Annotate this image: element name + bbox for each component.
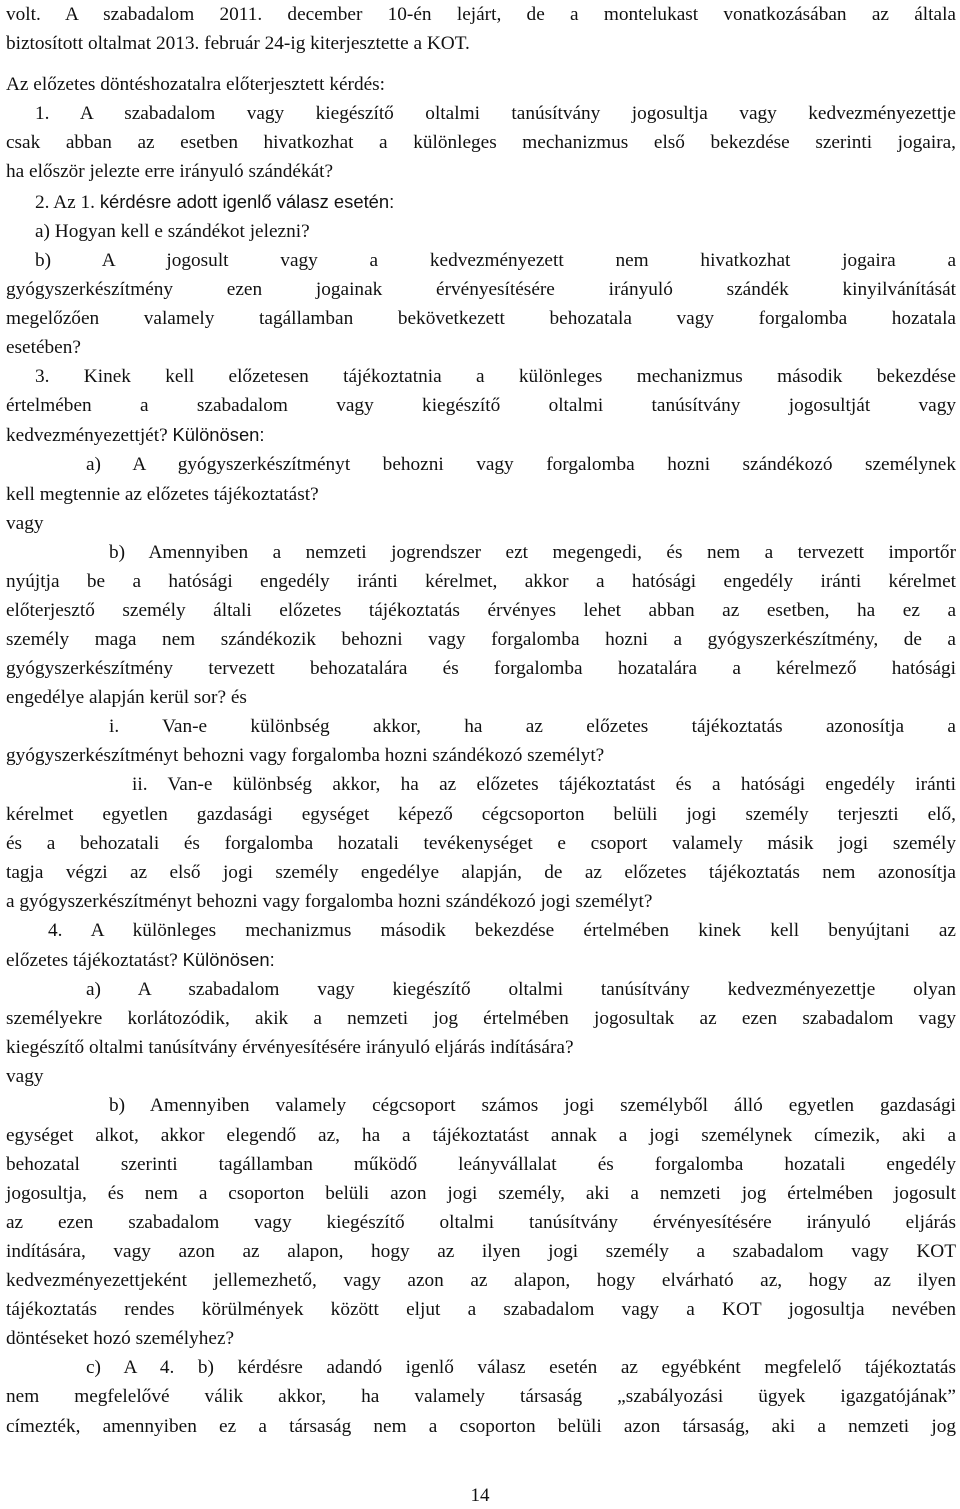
question-3b-line-4: személy maga nem szándékozik behozni vagy forgalomba hozni a gyógyszerkészítmény, de a bbox=[6, 628, 956, 650]
question-1-line-1: 1. A szabadalom vagy kiegészítő oltalmi tanúsítvány jogosultja vagy kedvezményezettje bbox=[35, 103, 956, 125]
question-4-line-2 bbox=[6, 945, 956, 975]
question-2b-line-4: esetében? bbox=[6, 337, 81, 359]
question-3b-ii-line-2: kérelmet egyetlen gazdasági egységet képező cégcsoporton belüli jogi személy terjeszti elő, bbox=[6, 803, 956, 825]
question-3b-line-2: nyújtja be a hatósági engedély iránti kérelmet, akkor a hatósági engedély iránti kérelmet bbox=[6, 570, 956, 592]
question-4b-line-3: behozatal szerinti tagállamban működő leányvállalat és forgalomba hozatali engedély bbox=[6, 1153, 956, 1175]
question-3b-ii-line-3: és a behozatali és forgalomba hozatali tevékenységet e csoport valamely másik jogi személy bbox=[6, 832, 956, 854]
question-4b-line-5: az ezen szabadalom vagy kiegészítő oltalmi tanúsítvány érvényesítésére irányuló eljárás bbox=[6, 1211, 956, 1233]
question-3-line-3 bbox=[6, 420, 956, 450]
question-3b-ii-line-5: a gyógyszerkészítményt behozni vagy forgalomba hozni szándékozó jogi személyt? bbox=[6, 890, 653, 912]
question-4a-line-1: a) A szabadalom vagy kiegészítő oltalmi tanúsítvány kedvezményezettje olyan bbox=[86, 979, 956, 1001]
question-1-line-2: csak abban az esetben hivatkozhat a különleges mechanizmus első bekezdése szerinti jogaira, bbox=[6, 132, 956, 154]
question-4c-line-2: nem megfelelővé válik akkor, ha valamely társaság „szabályozási ügyek igazgatójának” bbox=[6, 1386, 956, 1408]
question-4b-line-8: tájékoztatás rendes körülmények között eljut a szabadalom vagy a KOT jogosultja nevében bbox=[6, 1299, 956, 1321]
question-4b-line-2: egységet alkot, akkor elegendő az, ha a tájékoztatást annak a jogi személynek címezik, aki a bbox=[6, 1124, 956, 1146]
section-heading: Az előzetes döntéshozatalra előterjesztett kérdés: bbox=[6, 74, 386, 96]
intro-line-1: volt. A szabadalom 2011. december 10-én lejárt, de a montelukast vonatkozásában az általa bbox=[6, 4, 956, 25]
question-4a-line-3: kiegészítő oltalmi tanúsítvány érvényesítésére irányuló eljárás indítására? bbox=[6, 1037, 574, 1059]
question-2-heading: kérdésre adott igenlő válasz esetén: bbox=[99, 190, 395, 212]
page-number: 14 bbox=[470, 1485, 490, 1506]
intro-line-2: biztosított oltalmat 2013. február 24-ig kiterjesztette a KOT. bbox=[6, 33, 470, 55]
document-page bbox=[6, 0, 956, 1441]
question-4b-line-7: kedvezményezettjeként jellemezhető, vagy azon az alapon, hogy elvárható az, hogy az ilyen bbox=[6, 1270, 956, 1292]
question-4b-line-6: indítására, vagy azon az alapon, hogy az ilyen jogi személy a szabadalom vagy KOT bbox=[6, 1240, 956, 1262]
question-3b-i-line-2: gyógyszerkészítményt behozni vagy forgalomba hozni szándékozó személyt? bbox=[6, 745, 605, 767]
question-4-vagy: vagy bbox=[6, 1066, 44, 1088]
question-3b-i-line-1: i. Van-e különbség akkor, ha az előzetes tájékoztatás azonosítja a bbox=[109, 716, 956, 738]
question-4c-line-3: címezték, amennyiben ez a társaság nem a csoporton belüli azon társaság, aki a nemzeti jog bbox=[6, 1415, 956, 1437]
question-1-line-3: ha először jelezte erre irányuló szándékát? bbox=[6, 161, 334, 183]
question-2a: a) Hogyan kell e szándékot jelezni? bbox=[35, 220, 310, 242]
question-2-number: 2. Az 1. bbox=[35, 191, 100, 213]
question-4b-line-4: jogosultja, és nem a csoporton belüli azon jogi személy, aki a nemzeti jog értelmében jogosult bbox=[6, 1182, 956, 1204]
question-3-line-2: értelmében a szabadalom vagy kiegészítő oltalmi tanúsítvány jogosultját vagy bbox=[6, 395, 956, 417]
question-2b-line-2: gyógyszerkészítmény ezen jogainak érvényesítésére irányuló szándék kinyilvánítását bbox=[6, 278, 956, 300]
question-4b-line-1: b) Amennyiben valamely cégcsoport számos jogi személyből álló egyetlen gazdasági bbox=[109, 1095, 956, 1117]
question-4c-line-1: c) A 4. b) kérdésre adandó igenlő válasz esetén az egyébként megfelelő tájékoztatás bbox=[86, 1357, 956, 1379]
question-3b-line-5: gyógyszerkészítmény tervezett behozatalára és forgalomba hozatalára a kérelmező hatósági bbox=[6, 658, 956, 680]
question-2b-line-1: b) A jogosult vagy a kedvezményezett nem hivatkozhat jogaira a bbox=[35, 249, 956, 271]
question-4-line-1: 4. A különleges mechanizmus második bekezdése értelmében kinek kell benyújtani az bbox=[48, 919, 956, 941]
question-3b-line-1: b) Amennyiben a nemzeti jogrendszer ezt megengedi, és nem a tervezett importőr bbox=[109, 541, 956, 563]
question-3a-line-2: kell megtennie az előzetes tájékoztatást? bbox=[6, 483, 319, 505]
question-2-line bbox=[6, 187, 956, 217]
question-3-line-3a: kedvezményezettjét? bbox=[6, 425, 173, 447]
question-2b-line-3: megelőzően valamely tagállamban bekövetkezett behozatala vagy forgalomba hozatala bbox=[6, 307, 956, 329]
question-4a-line-2: személyekre korlátozódik, akik a nemzeti jog értelmében jogosultak az ezen szabadalom vagy bbox=[6, 1008, 956, 1030]
question-3b-line-6: engedélye alapján kerül sor? és bbox=[6, 687, 247, 709]
question-3a-line-1: a) A gyógyszerkészítményt behozni vagy forgalomba hozni szándékozó személynek bbox=[86, 454, 956, 476]
question-3-vagy: vagy bbox=[6, 512, 44, 534]
question-3b-ii-line-1: ii. Van-e különbség akkor, ha az előzetes tájékoztatást és a hatósági engedély iránti bbox=[132, 774, 956, 796]
question-4-line-2a: előzetes tájékoztatást? bbox=[6, 950, 183, 971]
question-3-line-1: 3. Kinek kell előzetesen tájékoztatnia a különleges mechanizmus második bekezdése bbox=[35, 366, 956, 388]
question-3-line-3b: Különösen: bbox=[172, 424, 265, 446]
question-4b-line-9: döntéseket hozó személyhez? bbox=[6, 1328, 235, 1350]
question-3b-line-3: előterjesztő személy általi előzetes tájékoztatás érvényes lehet abban az esetben, ha ez a bbox=[6, 599, 956, 621]
question-4-line-2b: Különösen: bbox=[182, 949, 275, 970]
question-3b-ii-line-4: tagja végzi az első jogi személy engedélye alapján, de az előzetes tájékoztatás nem azonosítja bbox=[6, 861, 956, 883]
